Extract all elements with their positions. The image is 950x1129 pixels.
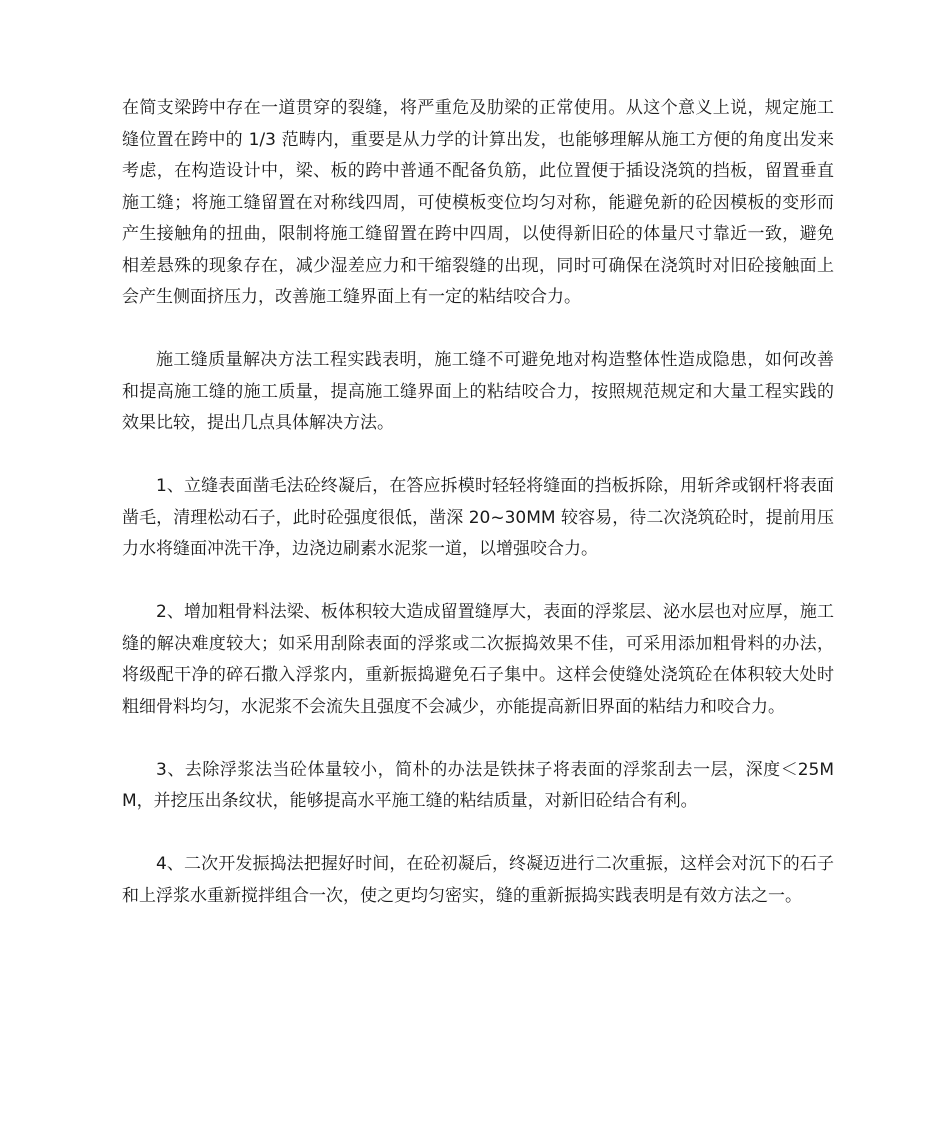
paragraph-method-2-coarse-aggregate: 2、增加粗骨料法梁、板体积较大造成留置缝厚大，表面的浮浆层、泌水层也对应厚，施工缝的解决难度较大；如采用刮除表面的浮浆或二次振捣效果不佳，可采用添加粗骨料的办法，将级配干净的碎石撒入浮浆内，重新振捣避免石子集中。这样会使缝处浇筑砼在体积较大处时粗细骨料均匀，水泥浆不会流失且强度不会减少，亦能提高新旧界面的粘结力和咬合力。 (122, 602, 834, 717)
document-page (122, 93, 834, 912)
paragraph-quality-solutions-intro: 施工缝质量解决方法工程实践表明，施工缝不可避免地对构造整体性造成隐患，如何改善和提高施工缝的施工质量，提高施工缝界面上的粘结咬合力，按照规范规定和大量工程实践的效果比较，提出几点具体解决方法。 (122, 350, 834, 433)
paragraph-construction-joint-position: 在简支梁跨中存在一道贯穿的裂缝，将严重危及肋梁的正常使用。从这个意义上说，规定施工缝位置在跨中的 1/3 范畴内，重要是从力学的计算出发，也能够理解从施工方便的角度出发来考虑，在构造设计中，梁、板的跨中普通不配备负筋，此位置便于插设浇筑的挡板，留置垂直施工缝；将施工缝留置在对称线四周，可使模板变位均匀对称，能避免新的砼因模板的变形而产生接触角的扭曲，限制将施工缝留置在跨中四周，以使得新旧砼的体量尺寸靠近一致，避免相差悬殊的现象存在，减少湿差应力和干缩裂缝的出现，同时可确保在浇筑时对旧砼接触面上会产生侧面挤压力，改善施工缝界面上有一定的粘结咬合力。 (122, 98, 834, 307)
paragraph-method-1-chiseling: 1、立缝表面凿毛法砼终凝后，在答应拆模时轻轻将缝面的挡板拆除，用斩斧或钢杆将表面凿毛，清理松动石子，此时砼强度很低，凿深 20~30MM 较容易，待二次浇筑砼时，提前用压力水将缝面冲洗干净，边浇边刷素水泥浆一道，以增强咬合力。 (122, 476, 834, 559)
paragraph-method-4-revibration: 4、二次开发振捣法把握好时间，在砼初凝后，终凝迈进行二次重振，这样会对沉下的石子和上浮浆水重新搅拌组合一次，使之更均匀密实，缝的重新振捣实践表明是有效方法之一。 (122, 854, 834, 906)
paragraph-method-3-remove-laitance: 3、去除浮浆法当砼体量较小，简朴的办法是铁抹子将表面的浮浆刮去一层，深度＜25MM，并挖压出条纹状，能够提高水平施工缝的粘结质量，对新旧砼结合有利。 (122, 759, 834, 811)
